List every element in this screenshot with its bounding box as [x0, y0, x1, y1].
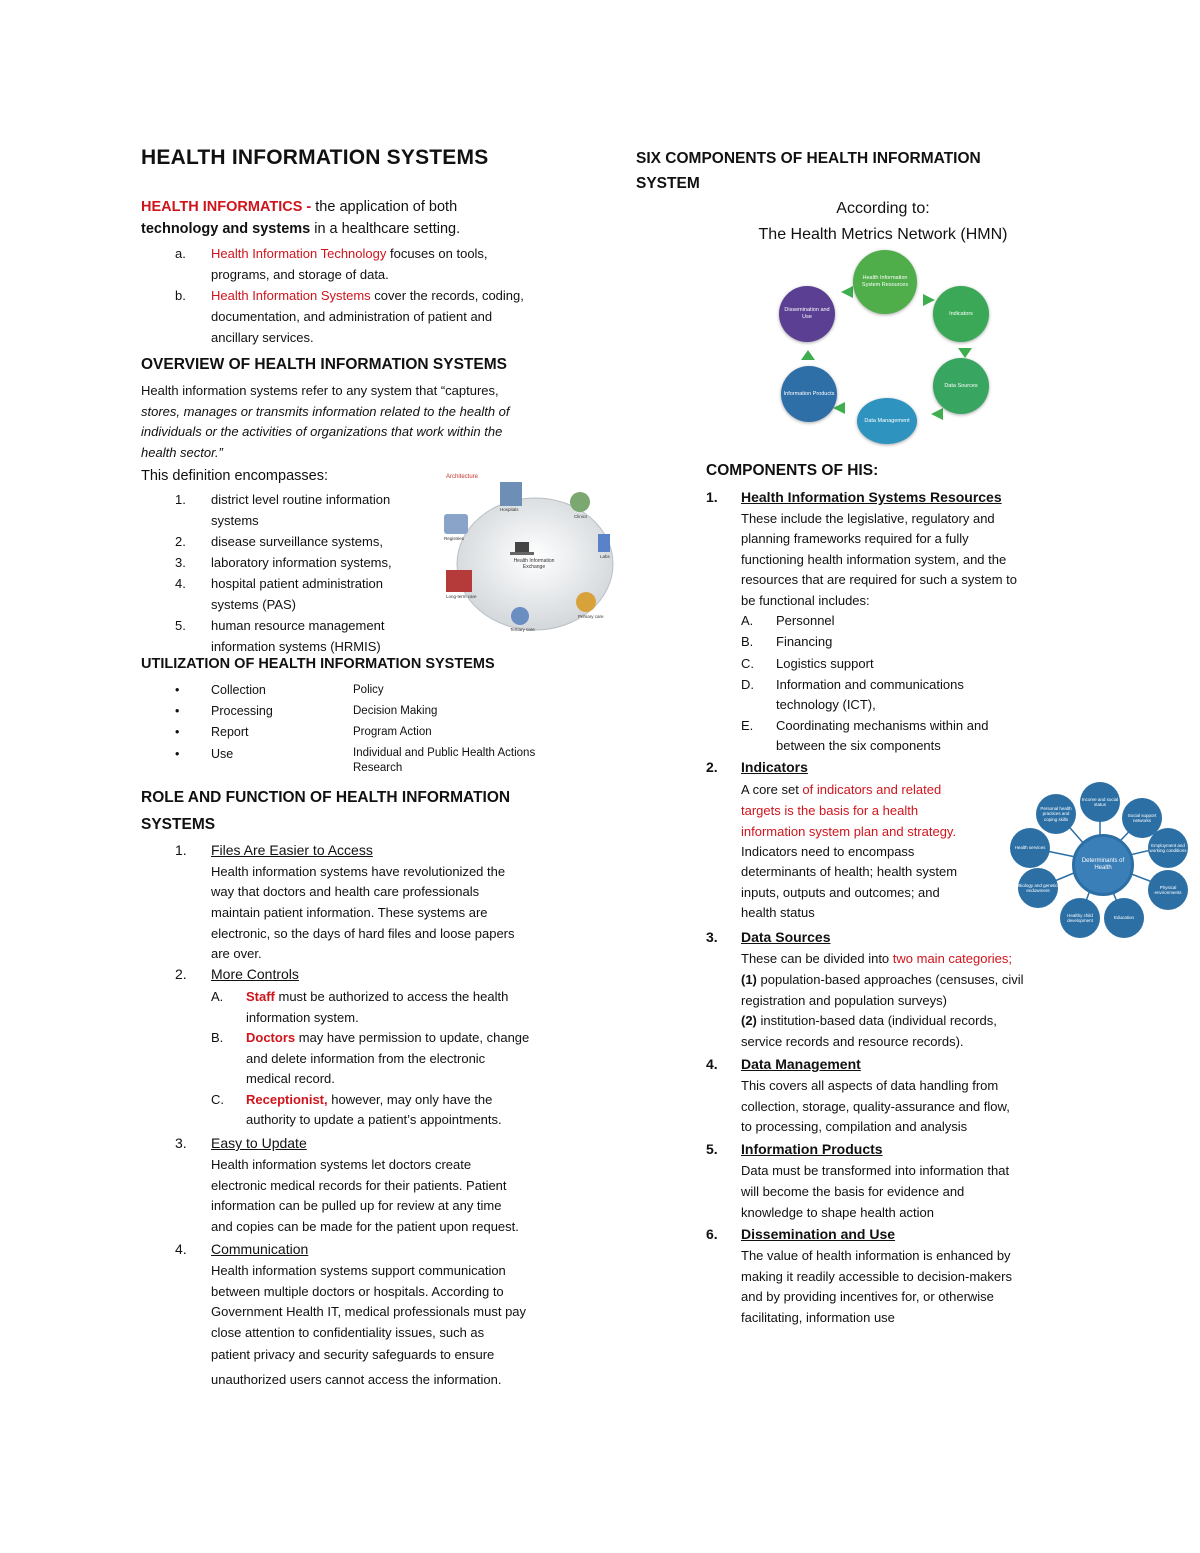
- six-components-heading: SIX COMPONENTS OF HEALTH INFORMATION SYSTEM: [636, 150, 981, 192]
- determinant-node: Health services: [1010, 828, 1050, 868]
- encompasses-list: 1. district level routine information systems 2. disease surveillance systems, 3. laboratory information systems, 4. hospital patient administration systems (PAS) 5. human resource management information systems (HRMIS): [175, 492, 392, 654]
- list-item: human resource management: [211, 618, 385, 633]
- informatics-list: a. Health Information Technology focuses on tools, programs, and storage of data. b. Health Information Systems cover the records, coding, documentation, and administration of patient and ancillary services.: [175, 246, 524, 345]
- overview-heading: OVERVIEW OF HEALTH INFORMATION SYSTEMS: [141, 356, 507, 373]
- component-title: Health Information Systems Resources: [741, 489, 1002, 505]
- primary-care-icon: [576, 592, 596, 612]
- encompasses-label: This definition encompasses:: [141, 468, 328, 484]
- determinant-node: Employment and working conditions: [1148, 828, 1188, 868]
- informatics-definition: HEALTH INFORMATICS - the application of both technology and systems in a healthcare setting.: [141, 199, 461, 237]
- cycle-node-data-sources: Data Sources: [933, 358, 989, 414]
- tertiary-care-icon: [511, 607, 529, 625]
- lab-icon: [598, 534, 610, 552]
- determinant-node: Healthy child development: [1060, 898, 1100, 938]
- list-item: Collection: [211, 683, 266, 697]
- arrow-icon: [841, 286, 853, 298]
- component-title: Information Products: [741, 1141, 883, 1157]
- determinant-node: Biology and genetic endowment: [1018, 868, 1058, 908]
- component-title: Data Sources: [741, 929, 831, 945]
- components-heading: COMPONENTS OF HIS:: [706, 462, 879, 479]
- clinic-icon: [570, 492, 590, 512]
- hie-architecture-figure: Architecture Health Information Exchange Hospitals Clinics Labs Primary care Tertiary care Long-term care Registries: [440, 474, 620, 640]
- cycle-node-resources: Health Information System Resources: [853, 250, 917, 314]
- arrow-icon: [801, 350, 815, 360]
- list-item: Use: [211, 747, 234, 761]
- cycle-node-data-management: Data Management: [857, 398, 917, 444]
- overview-definition: Health information systems refer to any system that “captures, stores, manages or transmits information related to the health of individuals or the activities of organizations that work within the health sector.”: [141, 383, 510, 460]
- hmn-attribution: According to: The Health Metrics Network (HMN): [758, 200, 1008, 243]
- component-title: Data Management: [741, 1056, 861, 1072]
- role-item-title: Easy to Update: [211, 1135, 307, 1151]
- determinant-node: Income and social status: [1080, 782, 1120, 822]
- determinants-figure: [1008, 782, 1192, 942]
- list-item: hospital patient administration: [211, 576, 383, 591]
- cycle-node-information-products: Information Products: [781, 366, 837, 422]
- list-item: disease surveillance systems,: [211, 534, 383, 549]
- hospital-icon: [500, 482, 522, 506]
- list-item: Report: [211, 725, 249, 739]
- list-item: Health Information Systems cover the records, coding,: [211, 288, 524, 303]
- determinant-node: Social support networks: [1122, 798, 1162, 838]
- role-list: 1. Files Are Easier to Access Health information systems have revolutionized the way that doctors and health care professionals maintain patient information. These systems are electronic, so the days of hard files and loose papers are over. 2. More Controls A. Staff must be authorized to access the health information system. B. Doctors may have permission to update, change and delete information from the electronic medical record. C. Receptionist, however, may only have the authority to update a patient’s appointments. 3. Easy to Update Health information systems let doctors create electronic medical records for their patients. Patient information can be pulled up for review at any time and copies can be made for the patient upon request. 4. Communication Health information systems support communication between multiple doctors or hospitals. According to Government Health IT, medical professionals must pay close attention to confidentiality issues, such as patient privacy and security safeguards to ensure unauthorized users cannot access the information.: [175, 842, 530, 1387]
- list-item: Health Information Technology focuses on tools,: [211, 246, 488, 261]
- informatics-term: HEALTH INFORMATICS -: [141, 199, 312, 215]
- hmn-cycle-figure: [775, 248, 1025, 444]
- arrow-icon: [958, 348, 972, 358]
- arrow-icon: [931, 408, 943, 420]
- page-title: HEALTH INFORMATION SYSTEMS: [141, 146, 489, 169]
- cycle-node-dissemination: Dissemination and Use: [779, 286, 835, 342]
- registry-icon: [444, 514, 468, 534]
- component-title: Indicators: [741, 759, 808, 775]
- role-item-title: Files Are Easier to Access: [211, 842, 373, 858]
- component-title: Dissemination and Use: [741, 1226, 896, 1242]
- role-heading: ROLE AND FUNCTION OF HEALTH INFORMATION SYSTEMS: [141, 789, 511, 833]
- determinant-node: Education: [1104, 898, 1144, 938]
- list-item: Processing: [211, 704, 273, 718]
- cycle-node-indicators: Indicators: [933, 286, 989, 342]
- components-list: 1. Health Information Systems Resources These include the legislative, regulatory and planning frameworks required for a fully functioning health information system, and the resources that are required for such a system to be functional includes: A. Personnel B. Financing C. Logistics support D. Information and communications technology (ICT), E. Coordinating mechanisms within and between the six components 2. Indicators A core set of indicators and related targets is the basis for a health information system plan and strategy. Indicators need to encompass determinants of health; health system inputs, outputs and outcomes; and health status 3. Data Sources These can be divided into two main categories; (1) population-based approaches (censuses, civil registration and population surveys) (2) institution-based data (individual records, service records and resource records). 4. Data Management This covers all aspects of data handling from collection, storage, quality-assurance and flow, to processing, compilation and analysis 5. Information Products Data must be transformed into information that will become the basis for evidence and knowledge to shape health action 6. Dissemination and Use The value of health information is enhanced by making it readily accessible to decision-makers and by providing incentives for, or otherwise facilitating, information use: [706, 489, 1024, 1325]
- determinants-center: Determinants of Health: [1072, 834, 1134, 896]
- utilization-list: • Collection Policy • Processing Decision Making • Report Program Action • Use Individual and Public Health Actions Research: [141, 680, 581, 784]
- arrow-icon: [923, 294, 935, 306]
- determinant-node: Personal health practices and coping skills: [1036, 794, 1076, 834]
- determinant-node: Physical environments: [1148, 870, 1188, 910]
- utilization-heading: UTILIZATION OF HEALTH INFORMATION SYSTEMS: [141, 656, 495, 672]
- long-term-care-icon: [446, 570, 472, 592]
- computer-icon: [515, 542, 529, 552]
- list-item: laboratory information systems,: [211, 555, 392, 570]
- list-item: district level routine information: [211, 492, 391, 507]
- role-item-title: More Controls: [211, 966, 299, 982]
- role-item-title: Communication: [211, 1241, 309, 1257]
